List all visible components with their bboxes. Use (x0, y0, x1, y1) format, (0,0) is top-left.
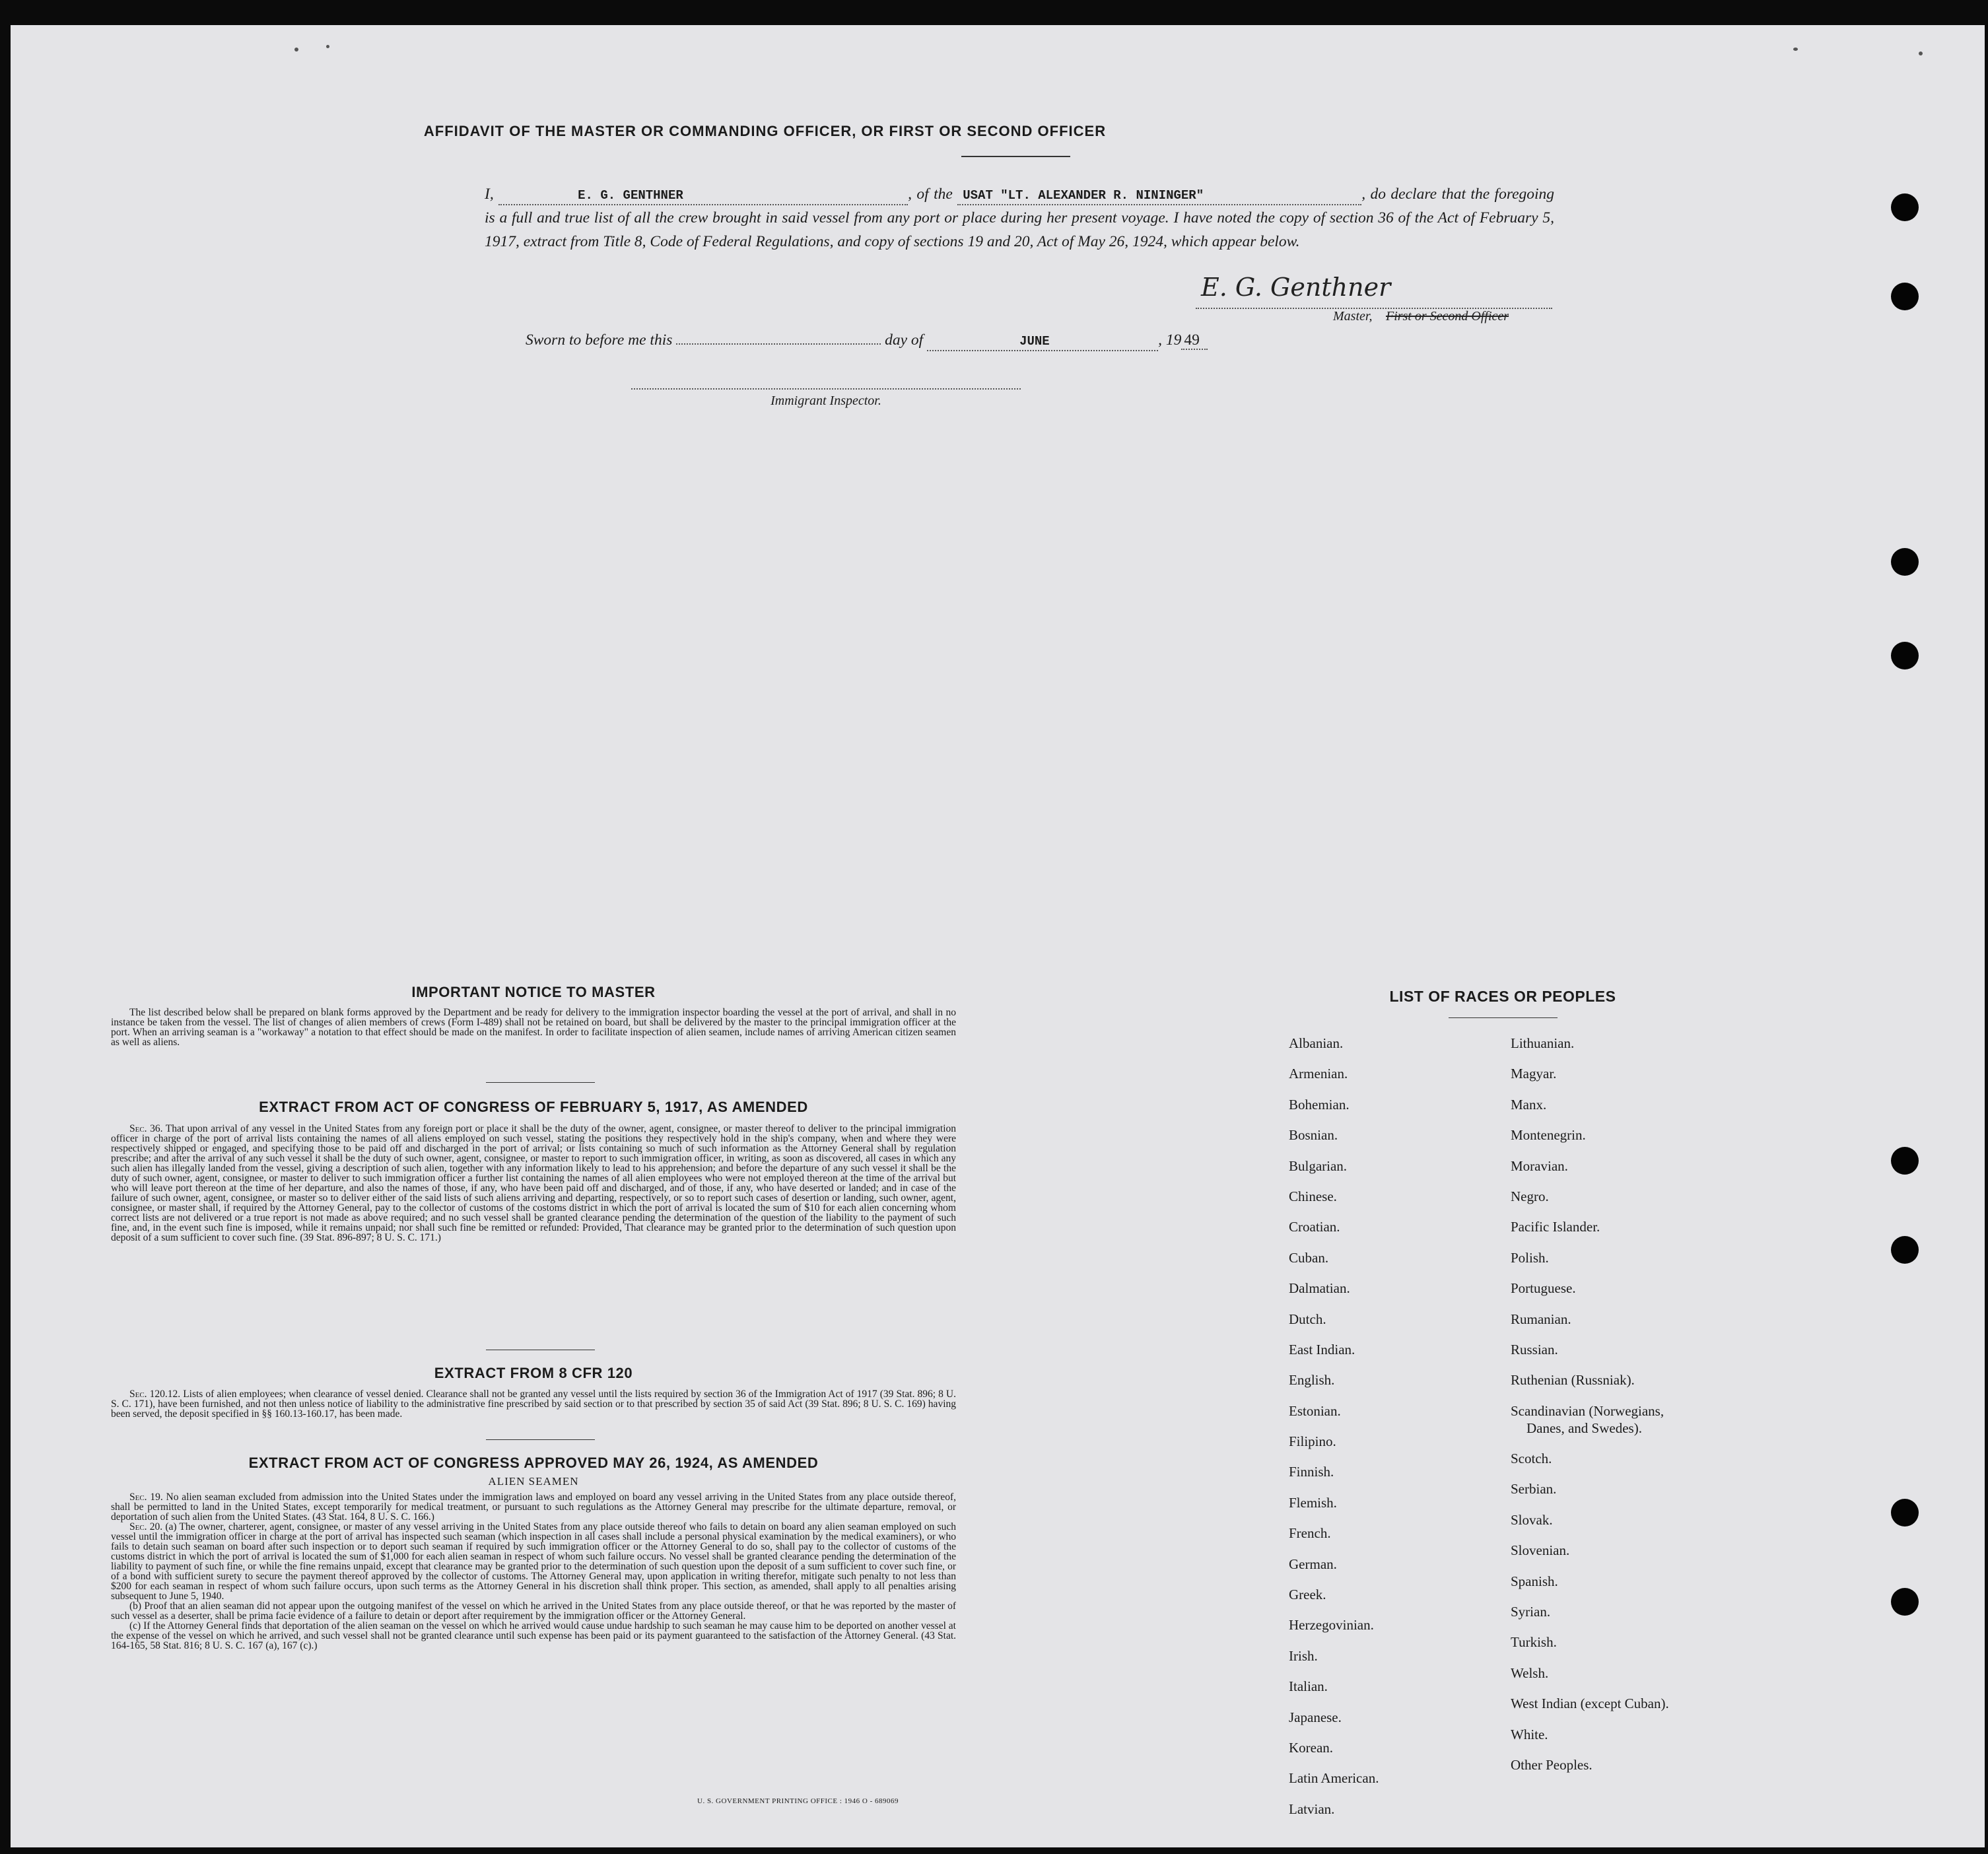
race-item: Irish. (1289, 1647, 1318, 1664)
race-item: Polish. (1511, 1249, 1549, 1266)
race-item: Dalmatian. (1289, 1280, 1350, 1297)
alien-seamen-subtitle: ALIEN SEAMEN (488, 1475, 579, 1488)
race-item: Bohemian. (1289, 1096, 1350, 1113)
race-item: East Indian. (1289, 1341, 1355, 1357)
race-item: West Indian (except Cuban). (1511, 1696, 1669, 1712)
notice-paragraph: The list described below shall be prepared on blank forms approved by the Department and be ready for delivery to the immigration inspector boarding the vessel at the port of arrival, and shall in no instance be taken from the vessel. The list of changes of alien members of crews (Form I-489) shall not be retained on board, but shall be delivered by the master to the principal immigration officer at the port. When an arriving seaman is a "workaway" a notation to that effect should be made on the manifest. In order to facilitate inspection of alien seamen, include names of arriving American citizen seamen as well as aliens. (111, 1007, 956, 1048)
race-item: Moravian. (1511, 1157, 1568, 1174)
speck (1793, 48, 1798, 51)
race-item: Portuguese. (1511, 1280, 1576, 1297)
race-item: Cuban. (1289, 1249, 1329, 1266)
sworn-year-field: 49 (1181, 331, 1208, 350)
speck (326, 45, 329, 48)
race-item: Pacific Islander. (1511, 1219, 1600, 1235)
printing-office-footer: U. S. GOVERNMENT PRINTING OFFICE : 1946 O - 689069 (697, 1797, 899, 1805)
vessel-name-field: USAT "LT. ALEXANDER R. NININGER" (957, 187, 1361, 205)
race-item: Herzegovinian. (1289, 1617, 1374, 1633)
affidavit-title: AFFIDAVIT OF THE MASTER OR COMMANDING OFFICER, OR FIRST OR SECOND OFFICER (423, 123, 1107, 139)
extract-1924-text (111, 1492, 956, 1651)
sec-19-text: No alien seaman excluded from admission into the United States under the immigration laws and employed on board any vessel arriving in the United States from any place outside thereof, shall be permitted to land in the United States, except temporarily for medical treatment, or pursuant to such regulations as the Attorney General may prescribe for the ultimate departure, removal, or deportation of such alien from the United States. (43 Stat. 164, 8 U. S. C. 166.) (111, 1492, 956, 1523)
race-item: Greek. (1289, 1587, 1326, 1603)
extract-1924-title: EXTRACT FROM ACT OF CONGRESS APPROVED MAY 26, 1924, AS AMENDED (248, 1455, 819, 1471)
race-item: Bosnian. (1289, 1127, 1338, 1144)
race-item: White. (1511, 1726, 1548, 1742)
race-item: Chinese. (1289, 1188, 1337, 1204)
race-item: German. (1289, 1556, 1337, 1572)
punch-hole (1891, 193, 1919, 221)
sec-19-label: Sec. 19. (129, 1492, 163, 1503)
race-item: Scotch. (1511, 1451, 1552, 1467)
sec-120-label: Sec. 120.12. (129, 1389, 181, 1400)
punch-hole (1891, 642, 1919, 670)
declaration-body: that the foregoing is a full and true list of all the crew brought in said vessel from any port or place during her present voyage. I have noted the copy of section 36 of the Act of February 5, 1917, extract from Title 8, Code of Federal Regulations, and copy of sections 19 and 20, Act of May 26, 1924, which appear below. (485, 186, 1555, 250)
notice-title: IMPORTANT NOTICE TO MASTER (411, 984, 656, 1000)
race-item: Scandinavian (Norwegians, (1511, 1402, 1664, 1419)
punch-hole (1891, 1499, 1919, 1527)
sec-20b-text: (b) Proof that an alien seaman did not appear upon the outgoing manifest of the vessel on which he arrived in the United States from any place outside thereof, or that he was reported by the master of such vessel as a deserter, shall be prima facie evidence of a failure to detain or deport after requirement by the immigration officer or the Attorney General. (111, 1600, 956, 1622)
divider-1 (486, 1082, 595, 1083)
declaration-prefix: I, (485, 186, 494, 203)
race-item: Finnish. (1289, 1464, 1334, 1480)
do-declare-text: , do declare (1361, 186, 1437, 203)
race-item: Latin American. (1289, 1770, 1379, 1787)
race-item: Other Peoples. (1511, 1756, 1593, 1773)
punch-hole (1891, 283, 1919, 310)
race-item: Dutch. (1289, 1311, 1326, 1327)
race-item: Croatian. (1289, 1219, 1340, 1235)
race-item: Italian. (1289, 1678, 1328, 1695)
race-item: Magyar. (1511, 1066, 1557, 1082)
of-the-text: , of the (908, 186, 953, 203)
sec-120-text: Lists of alien employees; when clearance of vessel denied. Clearance shall not be granted any vessel until the lists required by section 36 of the Immigration Act of 1917 (39 Stat. 896; 8 U. S. C. 171), have been furnished, and not then unless notice of liability to the administrative fine prescribed by said section or to that prescribed by section 35 of said Act (39 Stat. 896; 8 U. S. C. 169) having been served, the deposit specified in §§ 160.13-160.17, has been made. (111, 1389, 956, 1420)
affidavit-declaration (485, 182, 1554, 254)
speck (294, 48, 298, 52)
notice-text (111, 1008, 956, 1047)
punch-hole (1891, 548, 1919, 576)
race-item: Manx. (1511, 1096, 1547, 1113)
struck-officer-title: First or Second Officer (1386, 309, 1509, 324)
race-item: Filipino. (1289, 1433, 1336, 1450)
sworn-prefix: Sworn to before me this (526, 331, 673, 349)
divider-3 (486, 1439, 595, 1440)
extract-cfr-title: EXTRACT FROM 8 CFR 120 (434, 1365, 633, 1381)
races-divider (1449, 1017, 1558, 1018)
sec-20-label: Sec. 20. (129, 1521, 163, 1532)
races-column-2 (1511, 1035, 1669, 1787)
race-item: Danes, and Swedes). (1526, 1420, 1642, 1436)
race-item: Turkish. (1511, 1634, 1557, 1651)
sworn-day-field (676, 343, 881, 345)
race-item: Slovak. (1511, 1511, 1553, 1528)
race-item: Japanese. (1289, 1709, 1342, 1725)
handwritten-signature (1196, 271, 1552, 308)
extract-1917-text (111, 1124, 956, 1243)
race-item: Spanish. (1511, 1573, 1558, 1589)
races-title: LIST OF RACES OR PEOPLES (1389, 988, 1616, 1005)
punch-hole (1891, 1236, 1919, 1264)
inspector-label: Immigrant Inspector. (771, 394, 881, 408)
race-item: Bulgarian. (1289, 1157, 1348, 1174)
signature-line (1196, 271, 1552, 309)
race-item: Serbian. (1511, 1481, 1557, 1497)
punch-hole (1891, 1147, 1919, 1175)
races-column-1 (1289, 1035, 1379, 1832)
race-item: Estonian. (1289, 1402, 1341, 1419)
race-item: French. (1289, 1525, 1331, 1542)
day-of-text: day of (885, 331, 924, 349)
race-item: English. (1289, 1372, 1335, 1389)
extract-cfr-text (111, 1389, 956, 1419)
race-item: Armenian. (1289, 1066, 1348, 1082)
officer-name-field: E. G. GENTHNER (498, 187, 908, 205)
sec-36-text: That upon arrival of any vessel in the United States from any foreign port or place it shall be the duty of the owner, agent, consignee, or master thereof to deliver to the principal immigration officer in charge of the port of arrival lists containing the names of all aliens employed on such vessel, stating the positions they respectively hold in the ship's company, when and where they were respectively shipped or engaged, and specifying those to be paid off and discharged in the port of arrival; or lists containing so much of such information as the Attorney General shall by regulation prescribe; and after the arrival of any such vessel it shall be the duty of such owner, agent, consignee, or master to report to such immigration officer, in writing, as soon as discovered, all cases in which any such alien has illegally landed from the vessel, giving a description of such alien, together with any information likely to lead to his apprehension; and before the departure of any such vessel it shall be the duty of such owner, agent, consignee, or master to deliver to such immigration officer a further list containing the names of all alien employees who were not employed thereon at the time of the arrival but who will leave port thereon at the time of her departure, and also the names of those, if any, who have been paid off and discharged, and of those, if any, who have deserted or landed; and in case of the failure of such owner, agent, consignee, or master so to deliver either of the said lists of such aliens arriving and departing, respectively, or so to report such cases of desertion or landing, such owner, agent, consignee, or master shall, if required by the Attorney General, pay to the collector of customs of the costoms district in which the port of arrival is located the sum of $10 for each alien concerning whom correct lists are not delivered or a true report is not made as above required; and no such vessel shall be granted clearance pending the determination of the question of the liability to the payment of such fine, and, in the event such fine is imposed, while it remains unpaid; nor shall such fine be remitted or refunded: Provided, That clearance may be granted prior to the determination of such question upon deposit of a sum sufficient to cover such fine. (39 Stat. 896-897; 8 U. S. C. 171.) (111, 1123, 956, 1243)
race-item: Welsh. (1511, 1665, 1549, 1681)
race-item: Flemish. (1289, 1494, 1337, 1511)
speck (1919, 52, 1923, 55)
race-item: Albanian. (1289, 1035, 1344, 1051)
year-prefix: , 19 (1158, 331, 1182, 349)
inspector-signature-line (631, 388, 1021, 390)
sec-36-label: Sec. 36. (129, 1123, 163, 1134)
race-item: Syrian. (1511, 1604, 1551, 1620)
sec-20a-text: (a) The owner, charterer, agent, consignee, or master of any vessel arriving in the United States from any place outside thereof who fails to detain on board any alien seaman employed on such vessel until the immigration officer in charge at the port of arrival has inspected such seaman (which inspection in all cases shall include a personal physical examination by the medical examiners), or who fails to detain such seaman on board after such inspection or to deport such seaman if required by such immigration officer or the Attorney General to do so, shall pay to the collector of customs of the customs district in which the port of arrival is located the sum of $1,000 for each alien seaman in respect of whom such failure occurs. No vessel shall be granted clearance pending the determination of the liability to payment of such fine, or while the fine remains unpaid, except that clearance may be granted prior to the determination of such question upon the deposit of a sum sufficient to cover such fine, or of a bond with sufficient surety to secure the payment thereof approved by the collector of customs. The Attorney General may, upon application in writing therefor, mitigate such penalty to not less than $200 for each seaman in respect of whom such failure occurs, upon such terms as the Attorney General in his discretion shall think proper. This section, as amended, shall apply to all penalties arising subsequent to June 5, 1940. (111, 1521, 957, 1602)
race-item: Lithuanian. (1511, 1035, 1575, 1051)
master-label: Master, (1333, 309, 1373, 324)
race-item: Latvian. (1289, 1801, 1335, 1817)
race-item: Slovenian. (1511, 1542, 1570, 1559)
race-item: Negro. (1511, 1188, 1549, 1204)
race-item: Korean. (1289, 1739, 1334, 1756)
extract-1917-title: EXTRACT FROM ACT OF CONGRESS OF FEBRUARY 5, 1917, AS AMENDED (259, 1099, 808, 1115)
race-item: Russian. (1511, 1341, 1558, 1357)
sec-20c-text: (c) If the Attorney General finds that deportation of the alien seaman on the vessel on which he arrived would cause undue hardship to such seaman he may cause him to be deported on another vessel at the expense of the vessel on which he arrived, and such vessel shall not be granted clearance until such expense has been paid or its payment guaranteed to the satisfaction of the Attorney General. (43 Stat. 164-165, 58 Stat. 816; 8 U. S. C. 167 (a), 167 (c).) (111, 1620, 956, 1651)
race-item: Rumanian. (1511, 1311, 1571, 1327)
race-item: Ruthenian (Russniak). (1511, 1372, 1635, 1389)
race-item: Montenegrin. (1511, 1127, 1586, 1144)
sworn-month-field: JUNE (927, 333, 1158, 351)
document-page (11, 25, 1985, 1847)
sworn-line (526, 330, 1344, 351)
signature-text: E. G. Genthner (1201, 273, 1391, 302)
punch-hole (1891, 1588, 1919, 1616)
title-divider (961, 156, 1070, 157)
